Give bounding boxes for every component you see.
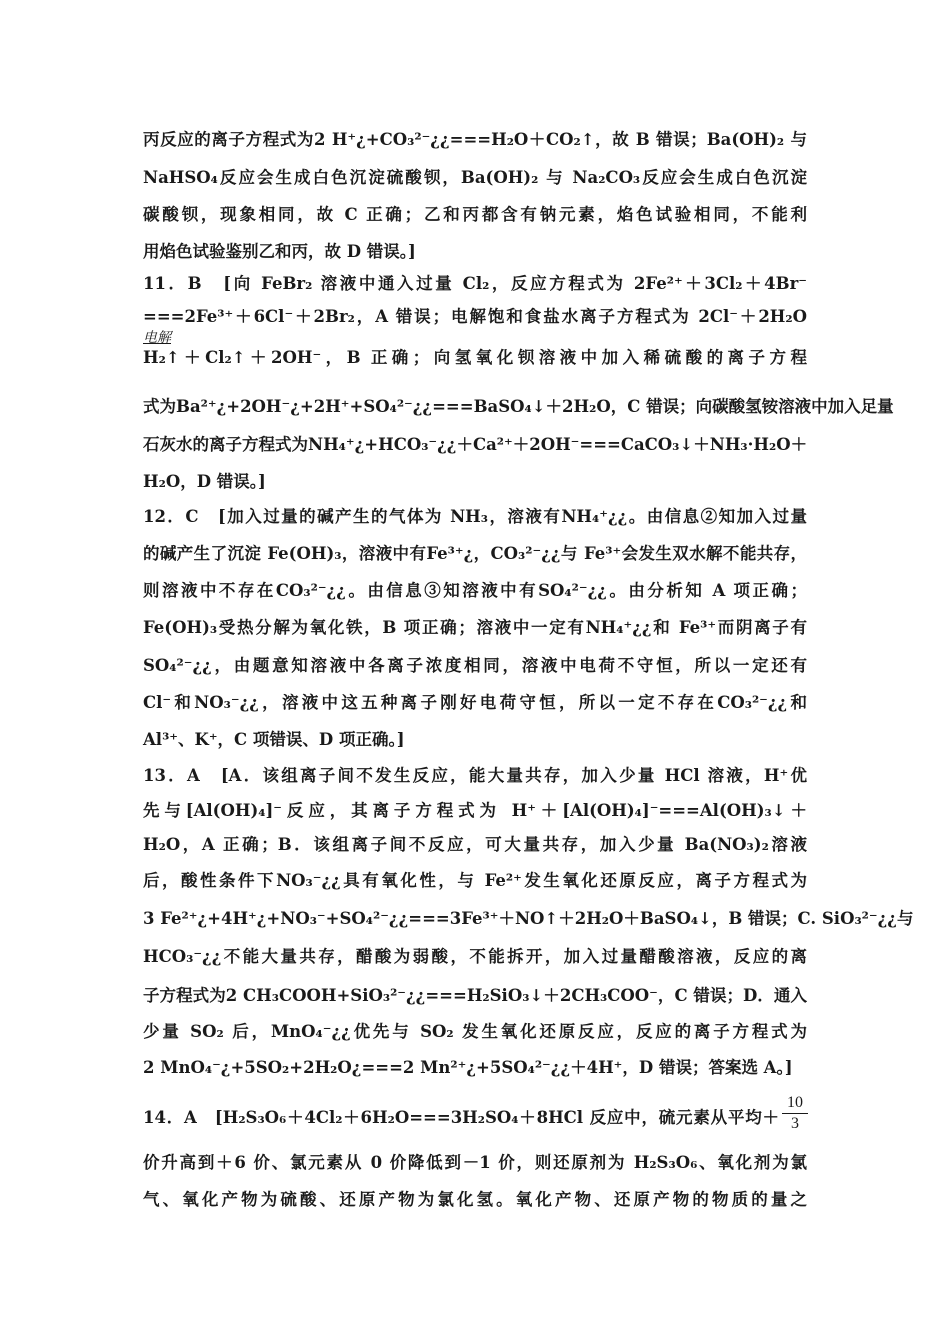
text-line: 气、氧化产物为硫酸、还原产物为氯化氢。氧化产物、还原产物的物质的量之 [143, 1190, 807, 1209]
text-line: 14．A [H₂S₃O₆＋4Cl₂＋6H₂O===3H₂SO₄＋8HCl 反应中，硫元素从平均＋ [143, 1108, 779, 1127]
text-line: NaHSO₄反应会生成白色沉淀硫酸钡，Ba(OH)₂ 与 Na₂CO₃反应会生成白色沉淀 [143, 168, 807, 187]
text-line: 11．B [向 FeBr₂ 溶液中通入过量 Cl₂，反应方程式为 2Fe²⁺＋3Cl₂＋4Br⁻ [143, 274, 807, 293]
text-line: 先与[Al(OH)₄]⁻反应，其离子方程式为 H⁺＋[Al(OH)₄]⁻===Al(OH)₃↓＋ [143, 801, 807, 820]
text-line: H₂O，A 正确；B．该组离子间不反应，可大量共存，加入少量 Ba(NO₃)₂溶液 [143, 835, 807, 854]
text-line: 丙反应的离子方程式为2 H⁺¿+CO₃²⁻¿¿===H₂O＋CO₂↑，故 B 错误；Ba(OH)₂ 与 [143, 130, 807, 149]
fraction-ten-thirds [782, 1093, 808, 1134]
text-line: 碳酸钡，现象相同，故 C 正确；乙和丙都含有钠元素，焰色试验相同，不能利 [143, 205, 807, 224]
text-line: 后，酸性条件下NO₃⁻¿¿具有氧化性，与 Fe²⁺发生氧化还原反应，离子方程式为 [143, 871, 807, 890]
text-line: 用焰色试验鉴别乙和丙，故 D 错误。] [143, 242, 416, 261]
text-line: ===2Fe³⁺＋6Cl⁻＋2Br₂，A 错误；电解饱和食盐水离子方程式为 2Cl⁻＋2H₂O [143, 307, 807, 326]
text-line: 则溶液中不存在CO₃²⁻¿¿。由信息③知溶液中有SO₄²⁻¿¿。由分析知 A 项正确； [143, 581, 807, 600]
text-line: Cl⁻和NO₃⁻¿¿，溶液中这五种离子刚好电荷守恒，所以一定不存在CO₃²⁻¿¿和 [143, 693, 807, 712]
text-line: 子方程式为2 CH₃COOH+SiO₃²⁻¿¿===H₂SiO₃↓＋2CH₃COO⁻，C 错误；D．通入 [143, 986, 807, 1005]
text-line: 石灰水的离子方程式为NH₄⁺¿+HCO₃⁻¿¿＋Ca²⁺＋2OH⁻===CaCO₃↓＋NH₃·H₂O＋ [143, 435, 808, 454]
text-line: HCO₃⁻¿¿不能大量共存，醋酸为弱酸，不能拆开，加入过量醋酸溶液，反应的离 [143, 947, 807, 966]
fraction-denominator: 3 [791, 1115, 799, 1132]
text-line: 的碱产生了沉淀 Fe(OH)₃，溶液中有Fe³⁺¿，CO₃²⁻¿¿与 Fe³⁺会发生双水解不能共存， [143, 544, 807, 563]
text-line: Al³⁺、K⁺，C 项错误、D 项正确。] [143, 730, 405, 749]
text-line: 12．C [加入过量的碱产生的气体为 NH₃，溶液有NH₄⁺¿¿。由信息②知加入过量 [143, 507, 807, 526]
text-line: SO₄²⁻¿¿，由题意知溶液中各离子浓度相同，溶液中电荷不守恒，所以一定还有 [143, 656, 807, 675]
text-line: 2 MnO₄⁻¿+5SO₂+2H₂O¿===2 Mn²⁺¿+5SO₄²⁻¿¿＋4H⁺，D 错误；答案选 A。] [143, 1058, 793, 1077]
electrolysis-condition-label: 电解 [143, 331, 171, 346]
text-line: 少量 SO₂ 后，MnO₄⁻¿¿优先与 SO₂ 发生氧化还原反应，反应的离子方程式为 [143, 1022, 807, 1041]
text-line: 3 Fe²⁺¿+4H⁺¿+NO₃⁻+SO₄²⁻¿¿===3Fe³⁺＋NO↑＋2H₂O＋BaSO₄↓，B 错误；C. SiO₃²⁻¿¿与 [143, 909, 914, 928]
text-line: H₂O，D 错误。] [143, 472, 266, 491]
text-line: H₂↑＋Cl₂↑＋2OH⁻，B 正确；向氢氧化钡溶液中加入稀硫酸的离子方程 [143, 348, 807, 367]
text-line: 价升高到＋6 价、氯元素从 0 价降低到－1 价，则还原剂为 H₂S₃O₆、氧化剂为氯 [143, 1153, 807, 1172]
text-line: Fe(OH)₃受热分解为氧化铁，B 项正确；溶液中一定有NH₄⁺¿¿和 Fe³⁺而阴离子有 [143, 618, 807, 637]
text-line: 式为Ba²⁺¿+2OH⁻¿+2H⁺+SO₄²⁻¿¿===BaSO₄↓＋2H₂O，C 错误；向碳酸氢铵溶液中加入足量 [143, 397, 894, 416]
text-line: 13．A [A．该组离子间不发生反应，能大量共存，加入少量 HCl 溶液，H⁺优 [143, 766, 807, 785]
fraction-numerator: 10 [782, 1093, 808, 1114]
